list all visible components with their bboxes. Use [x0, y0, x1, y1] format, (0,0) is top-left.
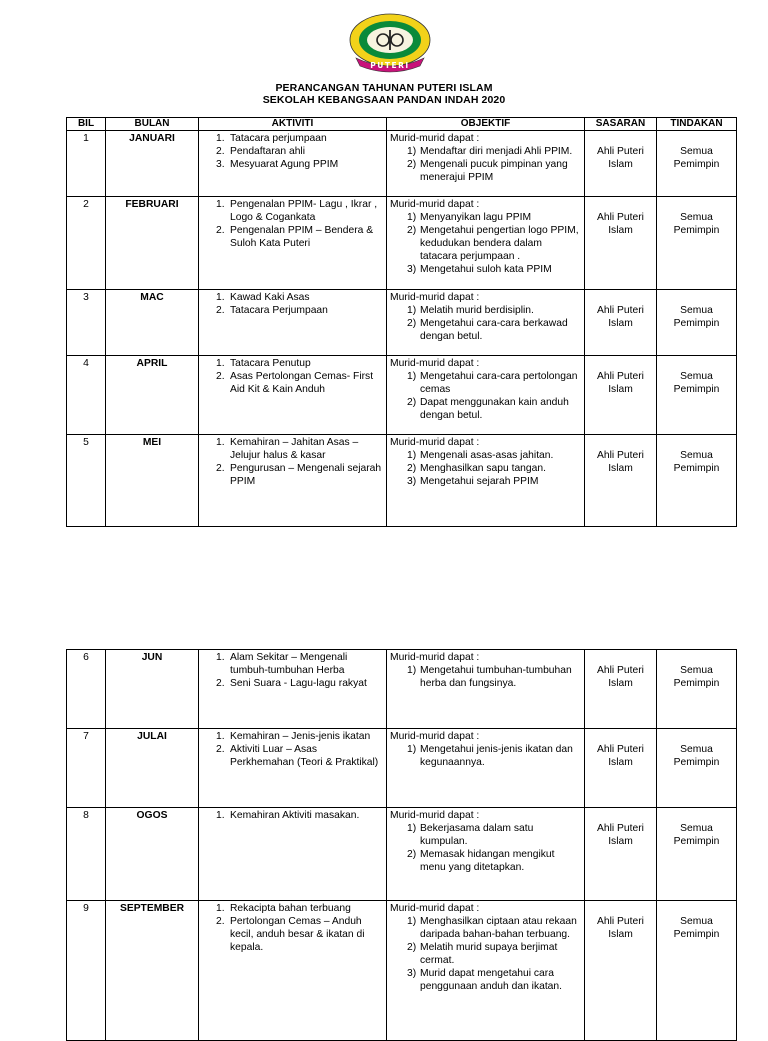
item-number: 2. — [216, 146, 225, 157]
document-subtitle: SEKOLAH KEBANGSAAN PANDAN INDAH 2020 — [262, 94, 506, 106]
item-text: Kemahiran – Jenis-jenis ikatan — [230, 731, 371, 742]
objektif-intro: Murid-murid dapat : — [390, 652, 480, 663]
objektif-intro: Murid-murid dapat : — [390, 358, 480, 369]
item-text: Murid dapat mengetahui cara penggunaan anduh dan ikatan. — [420, 968, 562, 992]
item-number: 3) — [407, 264, 417, 275]
item-text: Pertolongan Cemas – Anduh kecil, anduh besar & ikatan di kepala. — [230, 916, 365, 953]
aktiviti-item — [202, 370, 383, 396]
objektif-item — [390, 263, 581, 276]
item-number: 1) — [407, 146, 417, 157]
aktiviti-item — [202, 915, 383, 954]
cell-objektif — [387, 808, 585, 901]
item-number: 2) — [407, 225, 417, 236]
cell-sasaran: Ahli Puteri Islam — [585, 290, 657, 356]
objektif-item — [390, 449, 581, 462]
item-number: 2) — [407, 318, 417, 329]
cell-objektif — [387, 435, 585, 527]
cell-aktiviti — [199, 435, 387, 527]
objektif-item — [390, 664, 581, 690]
cell-sasaran: Ahli Puteri Islam — [585, 650, 657, 729]
item-text: Mengetahui sejarah PPIM — [420, 476, 539, 487]
cell-objektif — [387, 901, 585, 1041]
item-number: 1) — [407, 212, 417, 223]
item-text: Aktiviti Luar – Asas Perkhemahan (Teori & Praktikal) — [230, 744, 379, 768]
cell-objektif — [387, 131, 585, 197]
cell-tindakan: Semua Pemimpin — [657, 435, 737, 527]
item-text: Menghasilkan ciptaan atau rekaan daripada bahan-bahan terbuang. — [420, 916, 577, 940]
aktiviti-item — [202, 436, 383, 462]
item-number: 2. — [216, 463, 225, 474]
objektif-item — [390, 462, 581, 475]
aktiviti-item — [202, 198, 383, 224]
cell-objektif — [387, 197, 585, 290]
item-text: Pengurusan – Mengenali sejarah PPIM — [230, 463, 382, 487]
cell-tindakan: Semua Pemimpin — [657, 131, 737, 197]
objektif-item — [390, 317, 581, 343]
cell-bulan: MEI — [106, 435, 199, 527]
header-tindakan: TINDAKAN — [657, 118, 737, 131]
cell-objektif — [387, 729, 585, 808]
item-number: 2. — [216, 916, 225, 927]
objektif-intro: Murid-murid dapat : — [390, 199, 480, 210]
item-text: Mengetahui suloh kata PPIM — [420, 264, 552, 275]
aktiviti-item — [202, 224, 383, 250]
cell-sasaran: Ahli Puteri Islam — [585, 435, 657, 527]
objektif-intro: Murid-murid dapat : — [390, 292, 480, 303]
item-number: 3) — [407, 968, 417, 979]
objektif-item — [390, 370, 581, 396]
cell-bil: 1 — [67, 131, 106, 197]
item-number: 1) — [407, 450, 417, 461]
item-number: 2. — [216, 371, 225, 382]
item-text: Pengenalan PPIM- Lagu , Ikrar , Logo & Cogankata — [230, 199, 378, 223]
header-bulan: BULAN — [106, 118, 199, 131]
aktiviti-item — [202, 291, 383, 304]
item-text: Mengenali pucuk pimpinan yang menerajui PPIM — [420, 159, 568, 183]
table-row — [67, 650, 737, 729]
cell-bulan: JANUARI — [106, 131, 199, 197]
objektif-item — [390, 848, 581, 874]
item-number: 1. — [216, 810, 225, 821]
objektif-item — [390, 915, 581, 941]
cell-bil: 6 — [67, 650, 106, 729]
item-number: 1) — [407, 305, 417, 316]
table-header-row — [67, 118, 737, 131]
cell-aktiviti — [199, 356, 387, 435]
item-text: Menghasilkan sapu tangan. — [420, 463, 546, 474]
item-text: Melatih murid supaya berjimat cermat. — [420, 942, 558, 966]
cell-tindakan: Semua Pemimpin — [657, 808, 737, 901]
table-row — [67, 729, 737, 808]
item-text: Mesyuarat Agung PPIM — [230, 159, 339, 170]
item-text: Melatih murid berdisiplin. — [420, 305, 534, 316]
objektif-item — [390, 304, 581, 317]
cell-bulan: JUN — [106, 650, 199, 729]
item-number: 1. — [216, 358, 225, 369]
cell-bulan: FEBRUARI — [106, 197, 199, 290]
cell-bulan: APRIL — [106, 356, 199, 435]
item-text: Dapat menggunakan kain anduh dengan betul. — [420, 397, 569, 421]
cell-tindakan: Semua Pemimpin — [657, 729, 737, 808]
cell-bil: 3 — [67, 290, 106, 356]
cell-bulan: MAC — [106, 290, 199, 356]
cell-objektif — [387, 650, 585, 729]
item-text: Mengetahui tumbuhan-tumbuhan herba dan fungsinya. — [420, 665, 572, 689]
table-row — [67, 356, 737, 435]
item-text: Rekacipta bahan terbuang — [230, 903, 351, 914]
item-text: Mengetahui jenis-jenis ikatan dan kegunaannya. — [420, 744, 573, 768]
item-text: Alam Sekitar – Mengenali tumbuh-tumbuhan Herba — [230, 652, 348, 676]
cell-sasaran: Ahli Puteri Islam — [585, 356, 657, 435]
item-text: Memasak hidangan mengikut menu yang ditetapkan. — [420, 849, 555, 873]
cell-aktiviti — [199, 131, 387, 197]
item-number: 1. — [216, 437, 225, 448]
cell-tindakan: Semua Pemimpin — [657, 356, 737, 435]
item-text: Mengenali asas-asas jahitan. — [420, 450, 554, 461]
item-number: 2. — [216, 744, 225, 755]
cell-bil: 8 — [67, 808, 106, 901]
item-number: 2) — [407, 463, 417, 474]
item-text: Mengetahui cara-cara berkawad dengan betul. — [420, 318, 568, 342]
cell-aktiviti — [199, 901, 387, 1041]
item-number: 1. — [216, 903, 225, 914]
table-row — [67, 808, 737, 901]
cell-objektif — [387, 356, 585, 435]
aktiviti-item — [202, 730, 383, 743]
table-row — [67, 901, 737, 1041]
cell-bil: 2 — [67, 197, 106, 290]
objektif-intro: Murid-murid dapat : — [390, 437, 480, 448]
aktiviti-item — [202, 902, 383, 915]
item-number: 2. — [216, 225, 225, 236]
item-text: Pengenalan PPIM – Bendera & Suloh Kata Puteri — [230, 225, 374, 249]
cell-sasaran: Ahli Puteri Islam — [585, 131, 657, 197]
table-row — [67, 290, 737, 356]
cell-sasaran: Ahli Puteri Islam — [585, 197, 657, 290]
table-row — [67, 197, 737, 290]
item-number: 2) — [407, 397, 417, 408]
objektif-item — [390, 158, 581, 184]
aktiviti-item — [202, 145, 383, 158]
cell-sasaran: Ahli Puteri Islam — [585, 729, 657, 808]
objektif-item — [390, 396, 581, 422]
item-number: 1) — [407, 665, 417, 676]
item-number: 1) — [407, 916, 417, 927]
item-number: 1) — [407, 371, 417, 382]
aktiviti-item — [202, 132, 383, 145]
objektif-item — [390, 224, 581, 263]
aktiviti-item — [202, 158, 383, 171]
item-text: Mengetahui cara-cara pertolongan cemas — [420, 371, 578, 395]
item-text: Kemahiran Aktiviti masakan. — [230, 810, 360, 821]
aktiviti-item — [202, 357, 383, 370]
item-number: 1. — [216, 731, 225, 742]
aktiviti-item — [202, 677, 383, 690]
objektif-item — [390, 822, 581, 848]
item-text: Tatacara Penutup — [230, 358, 311, 369]
item-text: Mengetahui pengertian logo PPIM, kedudukan bendera dalam tatacara perjumpaan . — [420, 225, 579, 262]
cell-bil: 5 — [67, 435, 106, 527]
item-text: Mendaftar diri menjadi Ahli PPIM. — [420, 146, 573, 157]
item-text: Kawad Kaki Asas — [230, 292, 310, 303]
header-sasaran: SASARAN — [585, 118, 657, 131]
item-number: 1) — [407, 823, 417, 834]
cell-tindakan: Semua Pemimpin — [657, 290, 737, 356]
objektif-item — [390, 941, 581, 967]
aktiviti-item — [202, 462, 383, 488]
aktiviti-item — [202, 304, 383, 317]
item-number: 1. — [216, 199, 225, 210]
aktiviti-item — [202, 743, 383, 769]
aktiviti-item — [202, 809, 383, 822]
cell-aktiviti — [199, 197, 387, 290]
objektif-intro: Murid-murid dapat : — [390, 810, 480, 821]
plan-table-2 — [66, 649, 737, 1041]
item-text: Tatacara Perjumpaan — [230, 305, 328, 316]
table-row — [67, 435, 737, 527]
cell-aktiviti — [199, 650, 387, 729]
item-number: 2) — [407, 849, 417, 860]
item-number: 1. — [216, 133, 225, 144]
cell-tindakan: Semua Pemimpin — [657, 197, 737, 290]
item-text: Bekerjasama dalam satu kumpulan. — [420, 823, 534, 847]
item-number: 1. — [216, 292, 225, 303]
cell-tindakan: Semua Pemimpin — [657, 901, 737, 1041]
header-objektif: OBJEKTIF — [387, 118, 585, 131]
objektif-item — [390, 211, 581, 224]
header-aktiviti: AKTIVITI — [199, 118, 387, 131]
objektif-item — [390, 967, 581, 993]
objektif-intro: Murid-murid dapat : — [390, 903, 480, 914]
item-number: 2. — [216, 305, 225, 316]
item-number: 1) — [407, 744, 417, 755]
cell-bil: 4 — [67, 356, 106, 435]
aktiviti-item — [202, 651, 383, 677]
item-number: 2) — [407, 942, 417, 953]
cell-bulan: OGOS — [106, 808, 199, 901]
cell-aktiviti — [199, 808, 387, 901]
objektif-item — [390, 145, 581, 158]
item-text: Tatacara perjumpaan — [230, 133, 327, 144]
cell-bulan: JULAI — [106, 729, 199, 808]
cell-sasaran: Ahli Puteri Islam — [585, 808, 657, 901]
cell-tindakan: Semua Pemimpin — [657, 650, 737, 729]
item-text: Asas Pertolongan Cemas- First Aid Kit & Kain Anduh — [230, 371, 374, 395]
item-number: 1. — [216, 652, 225, 663]
header-bil: BIL — [67, 118, 106, 131]
item-number: 3. — [216, 159, 225, 170]
item-number: 2. — [216, 678, 225, 689]
item-text: Pendaftaran ahli — [230, 146, 305, 157]
cell-objektif — [387, 290, 585, 356]
cell-aktiviti — [199, 729, 387, 808]
cell-bil: 7 — [67, 729, 106, 808]
svg-text:PUTERI: PUTERI — [370, 61, 410, 70]
document-title: PERANCANGAN TAHUNAN PUTERI ISLAM — [275, 82, 493, 94]
cell-bulan: SEPTEMBER — [106, 901, 199, 1041]
item-text: Menyanyikan lagu PPIM — [420, 212, 532, 223]
cell-aktiviti — [199, 290, 387, 356]
plan-table-1 — [66, 117, 737, 527]
item-number: 2) — [407, 159, 417, 170]
objektif-intro: Murid-murid dapat : — [390, 731, 480, 742]
objektif-item — [390, 475, 581, 488]
cell-sasaran: Ahli Puteri Islam — [585, 901, 657, 1041]
table-row — [67, 131, 737, 197]
cell-bil: 9 — [67, 901, 106, 1041]
item-number: 3) — [407, 476, 417, 487]
puteri-islam-logo — [348, 12, 432, 74]
objektif-intro: Murid-murid dapat : — [390, 133, 480, 144]
item-text: Seni Suara - Lagu-lagu rakyat — [230, 678, 367, 689]
item-text: Kemahiran – Jahitan Asas – Jelujur halus & kasar — [230, 437, 359, 461]
objektif-item — [390, 743, 581, 769]
